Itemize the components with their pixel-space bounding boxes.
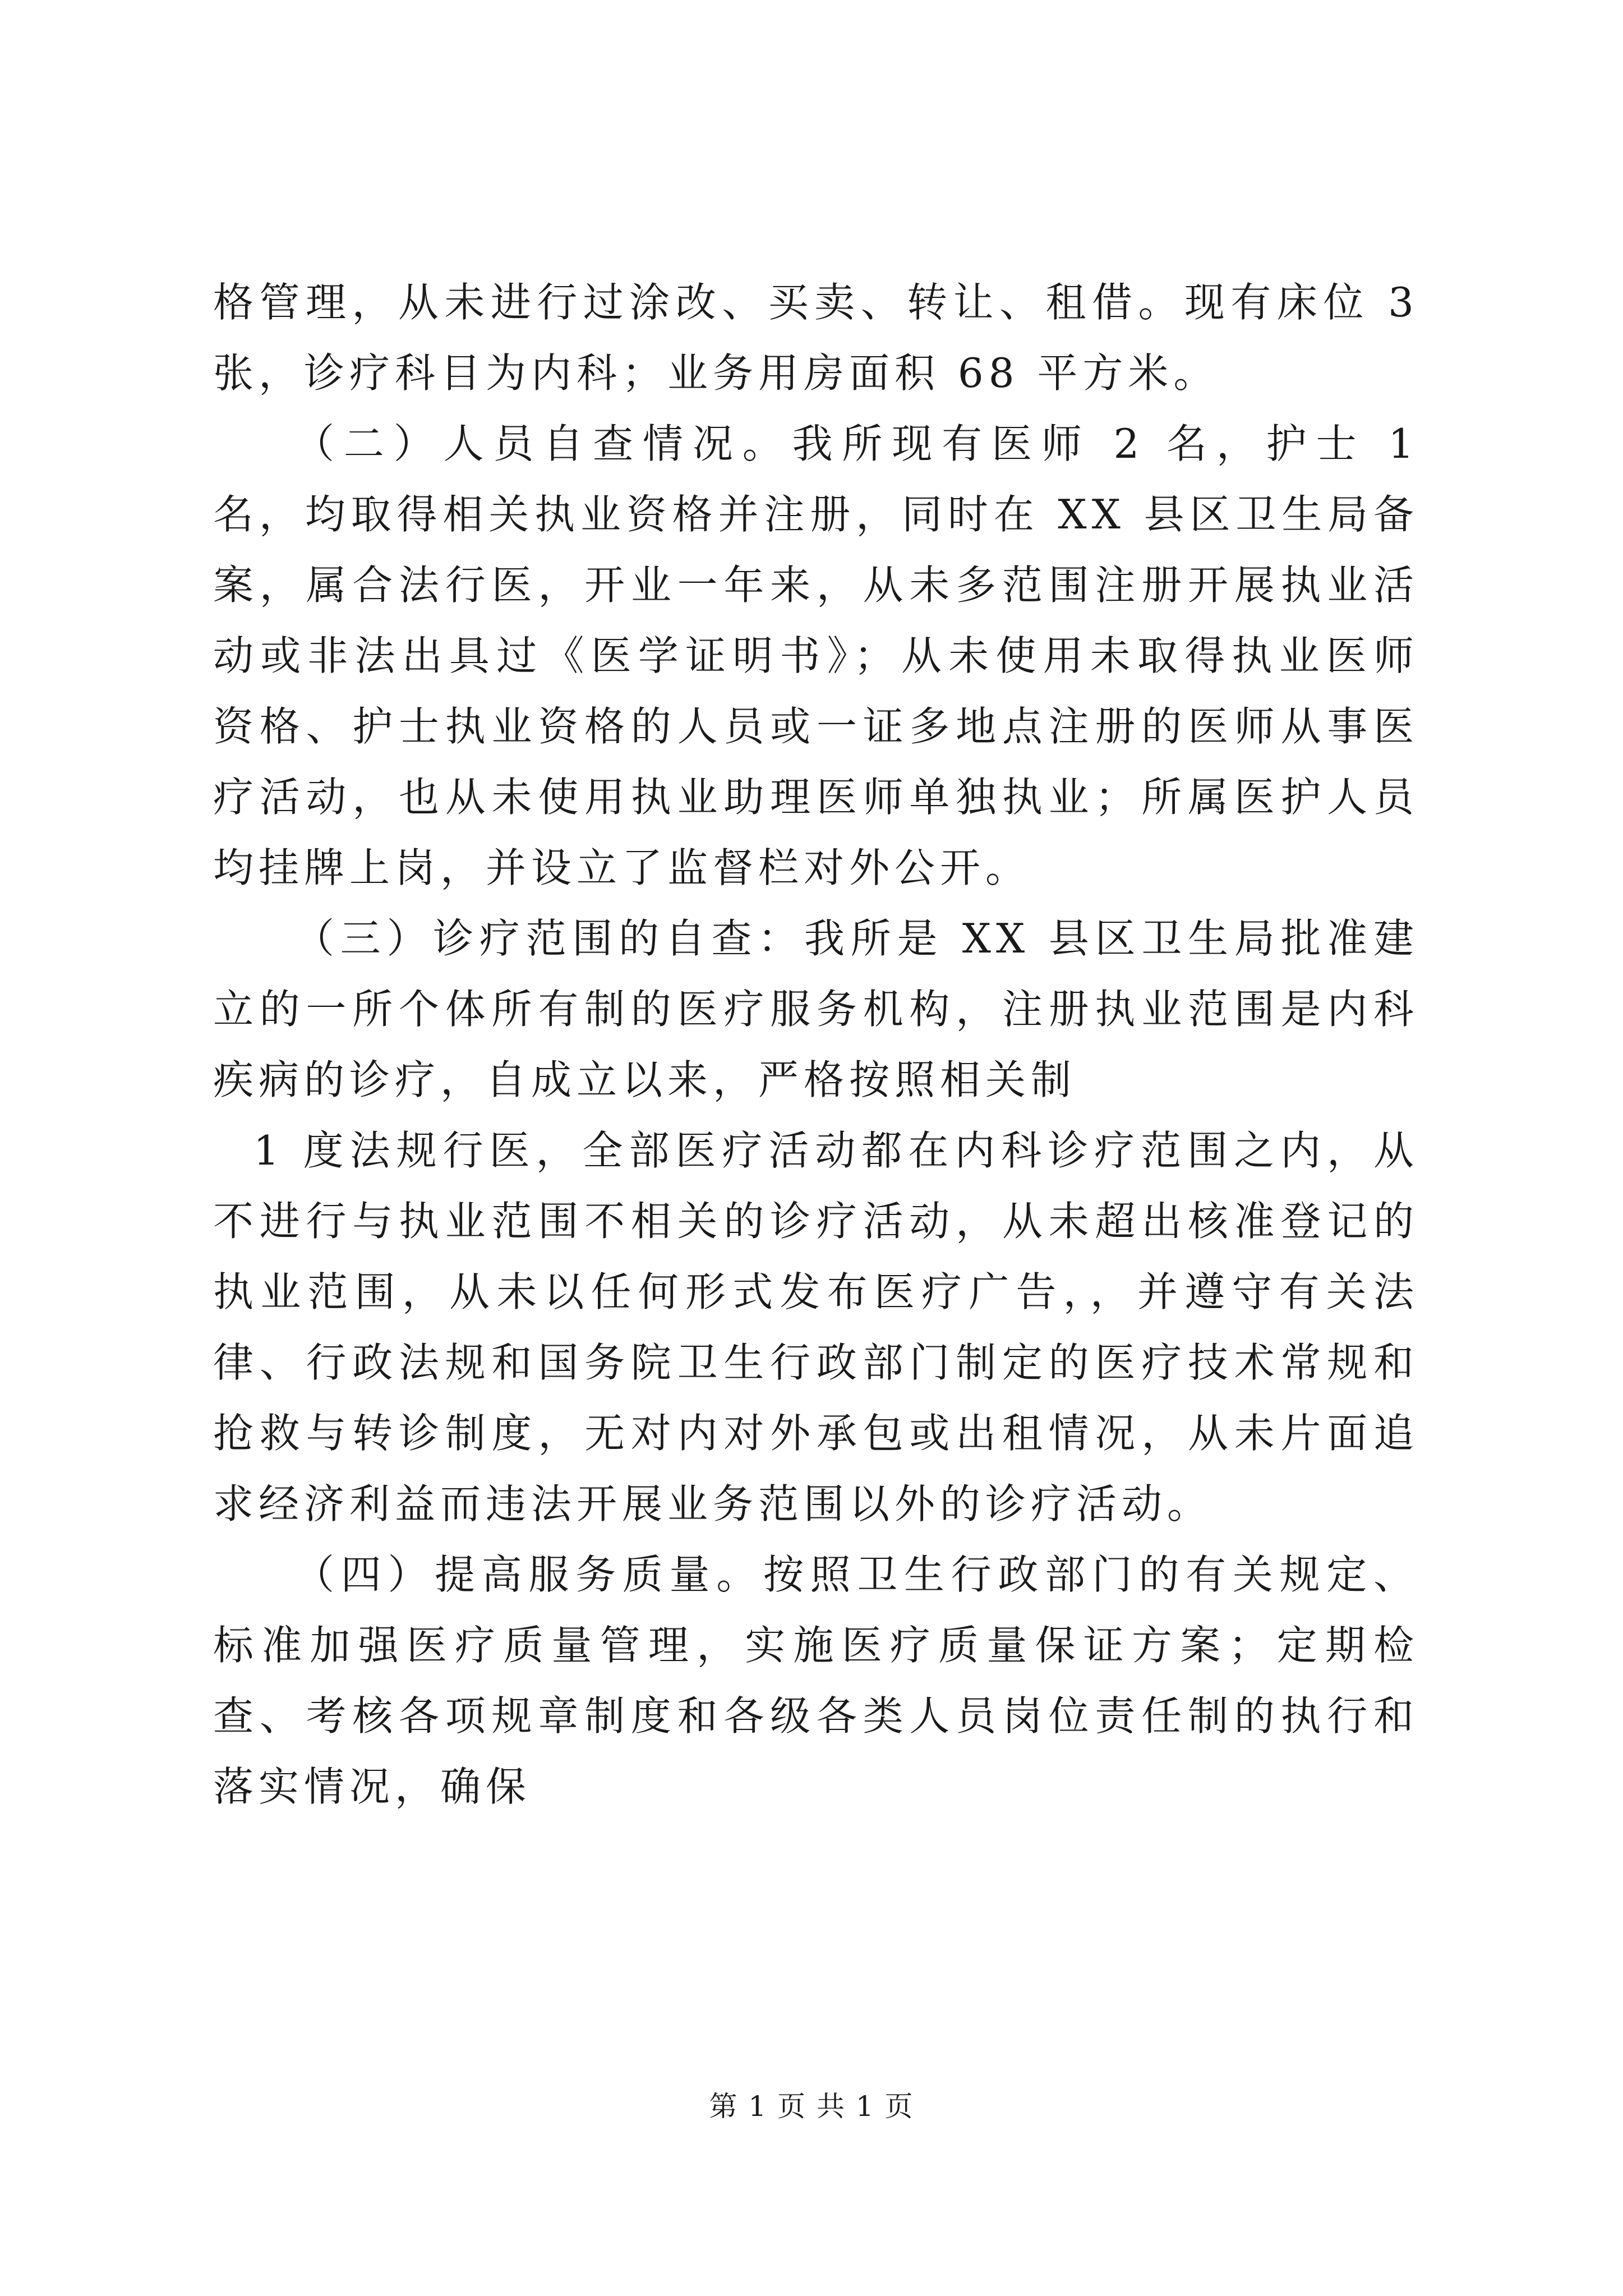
paragraph-scope-self-check: （三）诊疗范围的自查：我所是 XX 县区卫生局批准建立的一所个体所有制的医疗服务机构，注册执业范围是内科疾病的诊疗，自成立以来，严格按照相关制 — [213, 915, 1419, 1103]
paragraph-service-quality: （四）提高服务质量。按照卫生行政部门的有关规定、标准加强医疗质量管理，实施医疗质量保证方案；定期检查、考核各项规章制度和各级各类人员岗位责任制的执行和落实情况，确保 — [213, 1551, 1419, 1810]
paragraph-personnel-self-check: （二）人员自查情况。我所现有医师 2 名，护士 1 名，均取得相关执业资格并注册，同时在 XX 县区卫生局备案，属合法行医，开业一年来，从未多范围注册开展执业活动或非法出具过《医学证明书》；从未使用未取得执业医师资格、护士执业资格的人员或一证多地点注册的医师从事医疗活动，也从未使用执业助理医师单独执业；所属医护人员均挂牌上岗，并设立了监督栏对外公开。 — [213, 420, 1419, 891]
document-body — [213, 267, 1419, 1822]
paragraph-facility-management: 格管理，从未进行过涂改、买卖、转让、租借。现有床位 3 张，诊疗科目为内科；业务用房面积 68 平方米。 — [213, 279, 1419, 397]
paragraph-scope-continued: 1 度法规行医，全部医疗活动都在内科诊疗范围之内，从不进行与执业范围不相关的诊疗活动，从未超出核准登记的执业范围，从未以任何形式发布医疗广告，，并遵守有关法律、行政法规和国务院卫生行政部门制定的医疗技术常规和抢救与转诊制度，无对内对外承包或出租情况，从未片面追求经济利益而违法开展业务范围以外的诊疗活动。 — [213, 1127, 1419, 1527]
page-number-footer: 第 1 页 共 1 页 — [709, 2090, 914, 2123]
